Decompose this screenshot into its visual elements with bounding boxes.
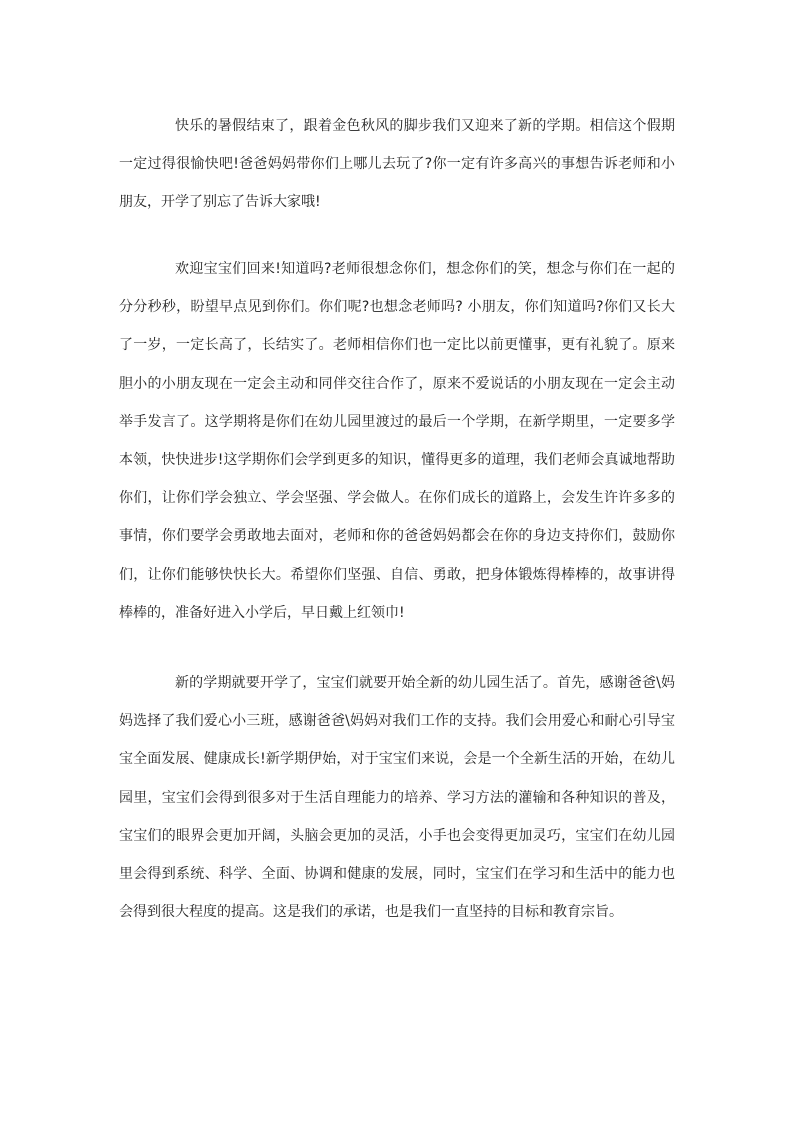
- paragraph-welcome-back: 欢迎宝宝们回来!知道吗?老师很想念你们，想念你们的笑，想念与你们在一起的分分秒秒，盼望早点见到你们。你们呢?也想念老师吗? 小朋友，你们知道吗?你们又长大了一岁，一定长高了，长结实了。老师相信你们也一定比以前更懂事，更有礼貌了。原来胆小的小朋友现在一定会主动和同伴交往合作了，原来不爱说话的小朋友现在一定会主动举手发言了。这学期将是你们在幼儿园里渡过的最后一个学期，在新学期里，一定要多学本领，快快进步!这学期你们会学到更多的知识，懂得更多的道理，我们老师会真诚地帮助你们，让你们学会独立、学会坚强、学会做人。在你们成长的道路上，会发生许许多多的事情，你们要学会勇敢地去面对，老师和你的爸爸妈妈都会在你的身边支持你们，鼓励你们，让你们能够快快长大。希望你们坚强、自信、勇敢，把身体锻炼得棒棒的，故事讲得棒棒的，准备好进入小学后，早日戴上红领巾!: [119, 261, 675, 621]
- paragraph-new-semester: 新的学期就要开学了，宝宝们就要开始全新的幼儿园生活了。首先，感谢爸爸\妈妈选择了我们爱心小三班，感谢爸爸\妈妈对我们工作的支持。我们会用爱心和耐心引导宝宝全面发展、健康成长!新学期伊始，对于宝宝们来说，会是一个全新生活的开始，在幼儿园里，宝宝们会得到很多对于生活自理能力的培养、学习方法的灌输和各种知识的普及，宝宝们的眼界会更加开阔，头脑会更加的灵活，小手也会变得更加灵巧，宝宝们在幼儿园里会得到系统、科学、全面、协调和健康的发展，同时，宝宝们在学习和生活中的能力也会得到很大程度的提高。这是我们的承诺，也是我们一直坚持的目标和教育宗旨。: [119, 675, 675, 921]
- paragraph-summer-vacation: 快乐的暑假结束了，跟着金色秋风的脚步我们又迎来了新的学期。相信这个假期一定过得很愉快吧!爸爸妈妈带你们上哪儿去玩了?你一定有许多高兴的事想告诉老师和小朋友，开学了别忘了告诉大家哦!: [119, 118, 675, 211]
